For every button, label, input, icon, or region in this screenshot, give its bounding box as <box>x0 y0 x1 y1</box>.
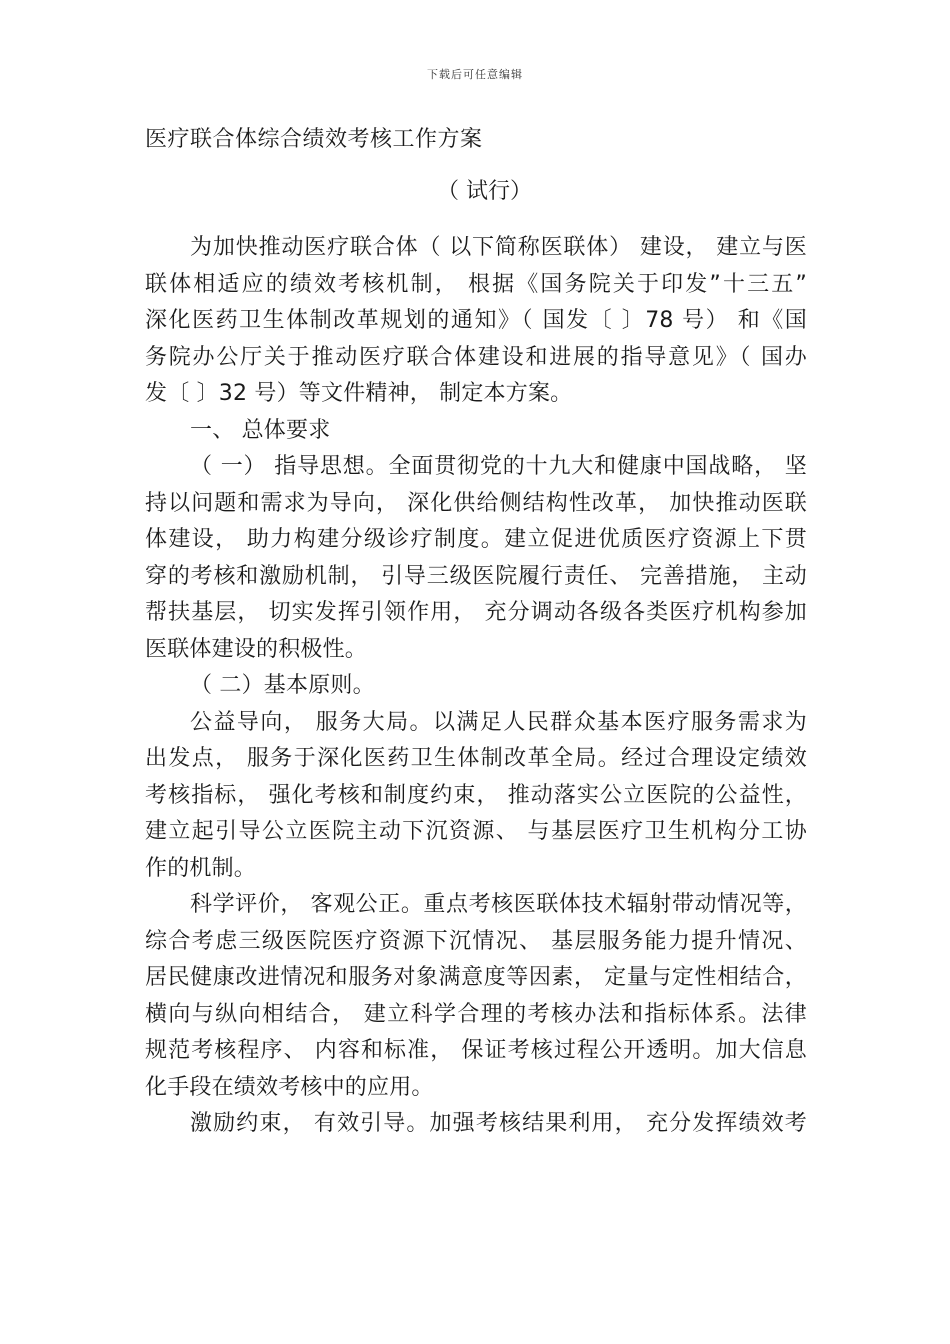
body-line: 帮扶基层， 切实发挥引领作用， 充分调动各级各类医疗机构参加 <box>145 600 807 625</box>
body-line: 化手段在绩效考核中的应用。 <box>145 1074 434 1100</box>
body-line: 务院办公厅关于推动医疗联合体建设和进展的指导意见》（ 国办 <box>145 344 807 370</box>
body-line: 穿的考核和激励机制， 引导三级医院履行责任、 完善措施， 主动 <box>145 563 807 589</box>
body-line: 综合考虑三级医院医疗资源下沉情况、 基层服务能力提升情况、 <box>145 928 807 954</box>
body-line: 持以问题和需求为导向， 深化供给侧结构性改革， 加快推动医联 <box>145 490 807 516</box>
body-line: （ 一） 指导思想。全面贯彻党的十九大和健康中国战略， 坚 <box>190 454 807 479</box>
section-heading: 一、 总体要求 <box>190 417 331 443</box>
body-line: 居民健康改进情况和服务对象满意度等因素， 定量与定性相结合， <box>145 965 807 990</box>
body-line: 建立起引导公立医院主动下沉资源、 与基层医疗卫生机构分工协 <box>145 819 807 844</box>
body-line: 公益导向， 服务大局。以满足人民群众基本医疗服务需求为 <box>190 709 807 735</box>
body-line: 作的机制。 <box>145 855 257 881</box>
document-subtitle: （ 试行） <box>437 179 532 204</box>
body-line: 深化医药卫生体制改革规划的通知》（ 国发〔 〕78 号） 和《国 <box>145 308 807 333</box>
body-line: 激励约束， 有效引导。加强考核结果利用， 充分发挥绩效考 <box>190 1111 807 1136</box>
subsection-heading: （ 二）基本原则。 <box>190 673 375 698</box>
body-line: 科学评价， 客观公正。重点考核医联体技术辐射带动情况等， <box>190 892 807 917</box>
page-header-note: 下载后可任意编辑 <box>427 68 523 81</box>
body-line: 出发点， 服务于深化医药卫生体制改革全局。经过合理设定绩效 <box>145 746 807 771</box>
body-line: 横向与纵向相结合， 建立科学合理的考核办法和指标体系。法律 <box>145 1001 807 1027</box>
document-body <box>145 230 807 1143</box>
body-line: 联体相适应的绩效考核机制， 根据《国务院关于印发”十三五” <box>145 271 807 297</box>
body-line: 发〔 〕32 号）等文件精神， 制定本方案。 <box>145 381 573 406</box>
body-line: 医联体建设的积极性。 <box>145 636 368 662</box>
body-line: 体建设， 助力构建分级诊疗制度。建立促进优质医疗资源上下贯 <box>145 527 807 552</box>
document-title: 医疗联合体综合绩效考核工作方案 <box>145 127 483 152</box>
body-line: 考核指标， 强化考核和制度约束， 推动落实公立医院的公益性， <box>145 782 807 808</box>
body-line: 为加快推动医疗联合体（ 以下简称医联体） 建设， 建立与医 <box>190 235 807 260</box>
body-line: 规范考核程序、 内容和标准， 保证考核过程公开透明。加大信息 <box>145 1038 807 1063</box>
